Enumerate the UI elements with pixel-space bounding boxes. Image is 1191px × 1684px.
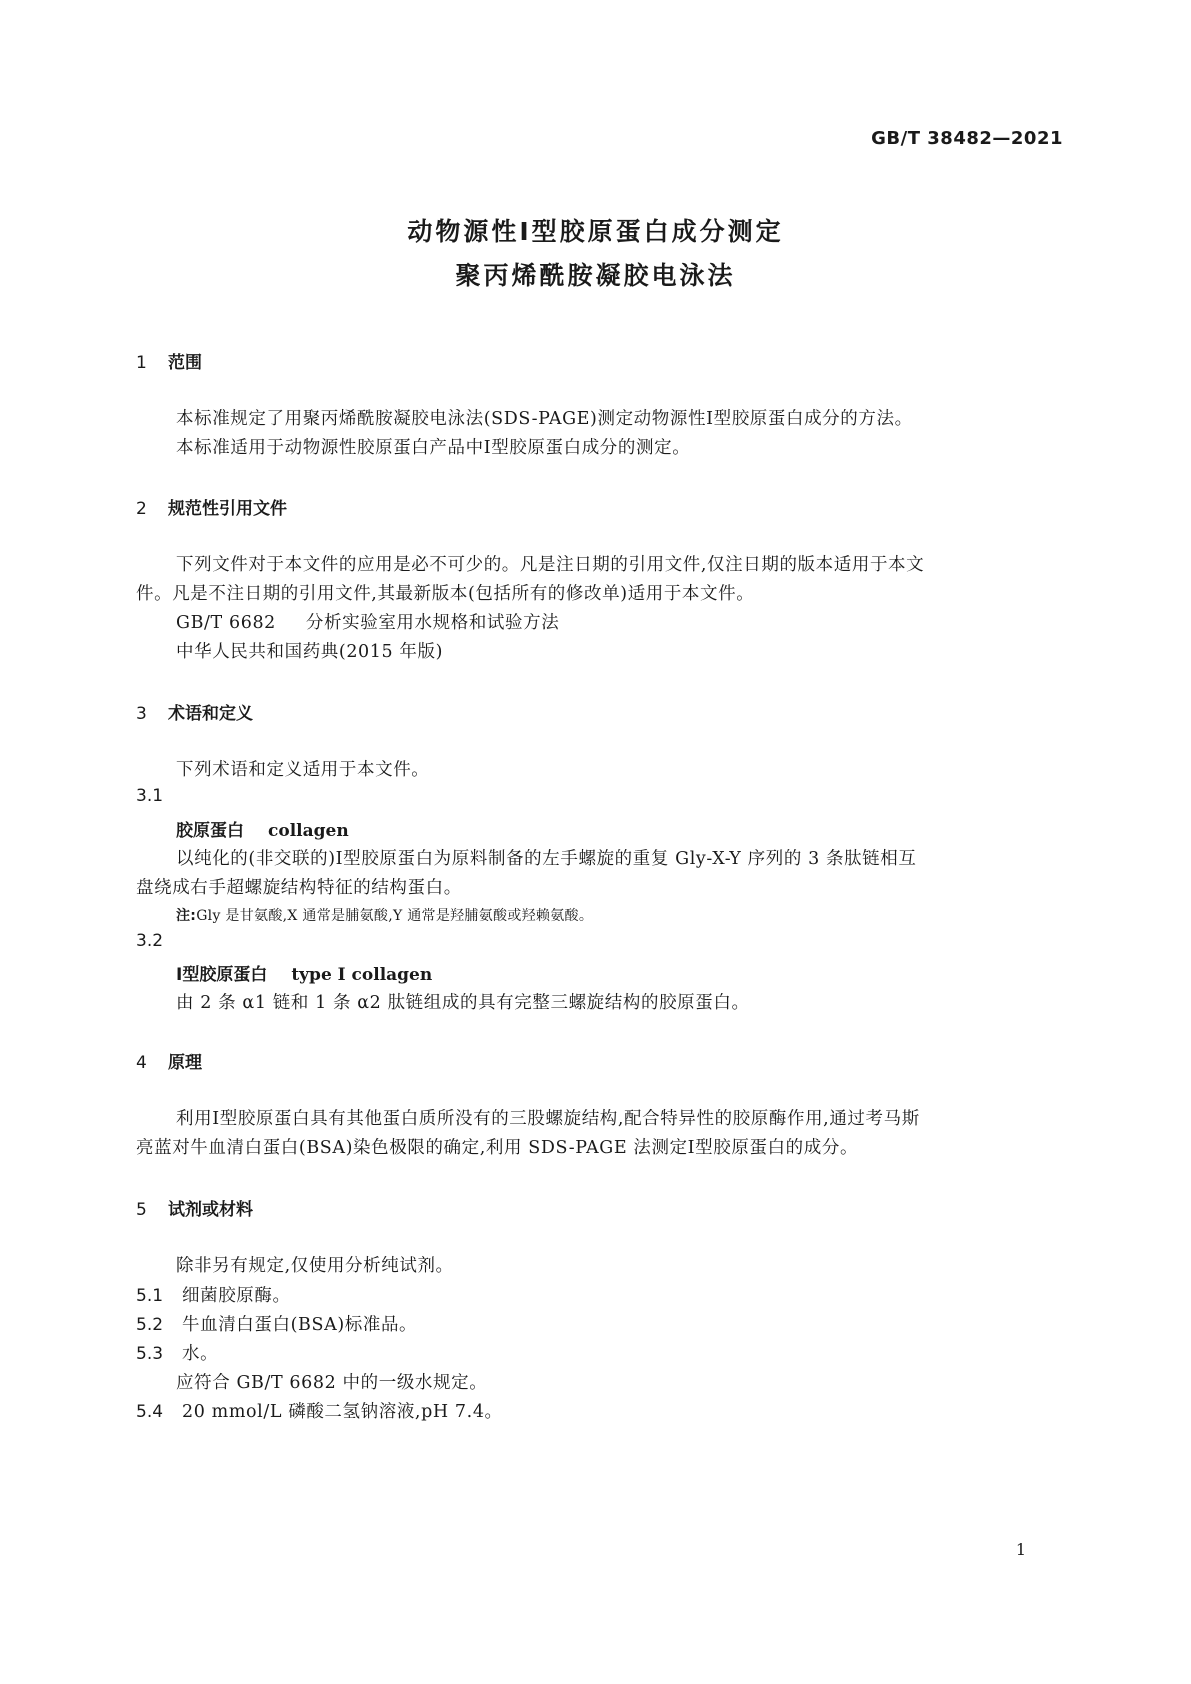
term-3-1-definition-line2: 盘绕成右手超螺旋结构特征的结构蛋白。	[136, 878, 462, 898]
term-en: collagen	[268, 821, 349, 841]
section-2-heading	[136, 494, 287, 519]
item-number: 5.4	[136, 1402, 164, 1422]
page-number: 1	[1015, 1540, 1026, 1559]
section-title: 范围	[168, 353, 202, 373]
sec3-intro: 下列术语和定义适用于本文件。	[176, 760, 430, 780]
section-number: 5	[136, 1200, 147, 1220]
sec1-paragraph-2: 本标准适用于动物源性胶原蛋白产品中Ⅰ型胶原蛋白成分的测定。	[176, 438, 691, 458]
term-3-1-note	[176, 905, 593, 925]
standard-number: GB/T 38482—2021	[871, 128, 1063, 149]
document-title-line1: 动物源性Ⅰ型胶原蛋白成分测定	[407, 217, 784, 246]
term-3-1-number: 3.1	[136, 786, 164, 806]
sec1-paragraph-1: 本标准规定了用聚丙烯酰胺凝胶电泳法(SDS-PAGE)测定动物源性Ⅰ型胶原蛋白成分的方法。	[176, 409, 913, 429]
section-number: 2	[136, 499, 147, 519]
term-cn: 胶原蛋白	[176, 821, 244, 841]
section-number: 4	[136, 1053, 147, 1073]
item-5-4	[136, 1398, 503, 1423]
sec5-intro: 除非另有规定,仅使用分析纯试剂。	[176, 1256, 454, 1276]
term-3-2-number: 3.2	[136, 931, 164, 951]
item-number: 5.2	[136, 1315, 164, 1335]
term-3-2	[176, 960, 432, 985]
term-3-2-definition: 由 2 条 α1 链和 1 条 α2 肽链组成的具有完整三螺旋结构的胶原蛋白。	[176, 993, 750, 1013]
item-text: 20 mmol/L 磷酸二氢钠溶液,pH 7.4。	[182, 1402, 503, 1422]
item-5-3	[136, 1340, 218, 1365]
term-3-1-definition-line1: 以纯化的(非交联的)Ⅰ型胶原蛋白为原料制备的左手螺旋的重复 Gly-X-Y 序列的 3 条肽链相互	[176, 849, 917, 869]
term-cn: Ⅰ型胶原蛋白	[176, 965, 268, 985]
item-5-1	[136, 1282, 291, 1307]
section-4-heading	[136, 1048, 202, 1073]
item-text: 细菌胶原酶。	[182, 1286, 291, 1306]
document-title-line2: 聚丙烯酰胺凝胶电泳法	[455, 261, 736, 290]
item-text: 牛血清白蛋白(BSA)标准品。	[182, 1315, 418, 1335]
reference-pharmacopoeia: 中华人民共和国药典(2015 年版)	[176, 642, 444, 662]
section-5-heading	[136, 1195, 253, 1220]
section-title: 原理	[168, 1053, 202, 1073]
sec4-paragraph-line1: 利用Ⅰ型胶原蛋白具有其他蛋白质所没有的三股螺旋结构,配合特异性的胶原酶作用,通过考马斯	[176, 1109, 920, 1129]
section-title: 术语和定义	[168, 704, 253, 724]
reference-gbt6682	[176, 609, 559, 634]
section-3-heading	[136, 699, 253, 724]
section-title: 规范性引用文件	[168, 499, 287, 519]
sec2-paragraph-line1: 下列文件对于本文件的应用是必不可少的。凡是注日期的引用文件,仅注日期的版本适用于本文	[176, 555, 925, 575]
reference-code: GB/T 6682	[176, 613, 276, 633]
note-label: 注:	[176, 908, 197, 924]
section-number: 3	[136, 704, 147, 724]
term-3-1	[176, 816, 349, 841]
item-number: 5.3	[136, 1344, 164, 1364]
item-5-2	[136, 1311, 417, 1336]
section-1-heading	[136, 348, 202, 373]
item-number: 5.1	[136, 1286, 164, 1306]
item-text: 水。	[182, 1344, 219, 1364]
item-5-3-requirement: 应符合 GB/T 6682 中的一级水规定。	[176, 1373, 488, 1393]
section-title: 试剂或材料	[168, 1200, 253, 1220]
term-en: type Ⅰ collagen	[291, 965, 433, 985]
sec4-paragraph-line2: 亮蓝对牛血清白蛋白(BSA)染色极限的确定,利用 SDS-PAGE 法测定Ⅰ型胶原蛋白的成分。	[136, 1138, 859, 1158]
section-number: 1	[136, 353, 147, 373]
reference-title: 分析实验室用水规格和试验方法	[305, 613, 560, 633]
note-text: Gly 是甘氨酸,X 通常是脯氨酸,Y 通常是羟脯氨酸或羟赖氨酸。	[196, 908, 594, 924]
sec2-paragraph-line2: 件。凡是不注日期的引用文件,其最新版本(包括所有的修改单)适用于本文件。	[136, 584, 755, 604]
